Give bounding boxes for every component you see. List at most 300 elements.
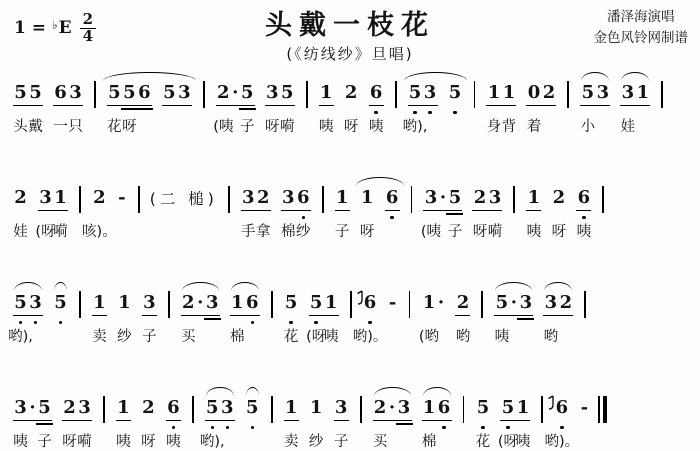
lyric: 咦 [116, 434, 131, 450]
note-number: 5 [309, 292, 323, 313]
note-number: 1 [516, 397, 530, 418]
note-group [35, 187, 68, 240]
note-group [199, 397, 235, 450]
note [595, 83, 610, 105]
note [423, 83, 438, 105]
barline [463, 396, 465, 423]
lyric: 娃 [13, 224, 28, 240]
barline [306, 81, 308, 108]
note-number: 1 [284, 397, 298, 418]
note [181, 292, 196, 345]
note [220, 398, 235, 420]
low-octave-dot-icon [413, 111, 416, 114]
low-octave-dot-icon [59, 321, 62, 324]
note-group [181, 292, 220, 345]
note-group [245, 398, 260, 420]
barline [661, 81, 663, 108]
note-group [421, 397, 452, 450]
note-number: 5 [448, 82, 462, 103]
lyric: 花 [475, 434, 491, 450]
note-group [308, 397, 324, 450]
lyric: 子 [37, 434, 52, 450]
duration-dash: - [580, 397, 589, 418]
lyric: 呀 [551, 224, 567, 240]
lyric: 小 [580, 119, 596, 135]
performer-credit: 潘泽海演唱 [607, 9, 675, 25]
note-group [53, 293, 68, 315]
barline [138, 186, 140, 213]
score-line [8, 276, 696, 381]
note-group [551, 187, 567, 240]
note-group [283, 397, 299, 450]
low-octave-dot-icon [582, 216, 585, 219]
note [280, 187, 296, 240]
note-number: 5 [54, 292, 67, 313]
note-number: 1 [422, 397, 436, 418]
note [343, 82, 359, 135]
note [205, 293, 220, 315]
note-number: 5 [476, 397, 490, 418]
note-number: 6 [385, 187, 399, 208]
slur-arc-icon [182, 282, 219, 291]
note [245, 293, 260, 315]
note-number: 5 [14, 82, 27, 103]
note [388, 398, 397, 420]
lyric: 嗬 [53, 224, 68, 240]
lyric: 身 [486, 119, 502, 135]
note-group [448, 83, 463, 105]
slur-arc-icon [621, 72, 649, 81]
lyric: 咳)。 [82, 224, 117, 240]
low-octave-dot-icon [226, 426, 229, 429]
note [635, 83, 650, 105]
note [475, 397, 491, 450]
barline [411, 186, 413, 213]
note [447, 187, 463, 240]
low-octave-dot-icon [560, 426, 563, 429]
note-group [334, 187, 350, 240]
note-number: 5 [408, 82, 422, 103]
low-octave-dot-icon [481, 426, 484, 429]
note [497, 397, 519, 450]
lyric: 哟 [455, 329, 471, 345]
lyric: 咦 [13, 434, 28, 450]
low-octave-dot-icon [19, 321, 22, 324]
flat-sign: ♭ [52, 18, 58, 33]
note-number: 6 [296, 187, 310, 208]
note-number: 3 [281, 187, 295, 208]
note-number: 3 [143, 292, 156, 313]
note-group [368, 82, 384, 135]
barline [203, 81, 205, 108]
note [359, 187, 375, 240]
note-group [420, 187, 463, 240]
low-octave-dot-icon [453, 111, 456, 114]
note-group [385, 188, 400, 210]
lyric: 棉 [230, 329, 245, 345]
key-signature [14, 12, 96, 45]
barline [94, 81, 96, 108]
lyric: 纱 [295, 224, 311, 240]
lyric: 背 [501, 119, 517, 135]
note-number: 3 [488, 187, 502, 208]
transcriber-credit: 金色风铃网制谱 [593, 29, 688, 46]
barline [271, 291, 273, 318]
note-group [318, 82, 334, 135]
note [487, 187, 503, 240]
note [306, 292, 327, 345]
note [455, 292, 471, 345]
note-group [343, 82, 359, 135]
note-group [580, 82, 610, 135]
note-number: 1 [636, 82, 650, 103]
note [494, 292, 510, 345]
note-number: 1 [93, 292, 106, 313]
note [418, 292, 440, 345]
low-octave-dot-icon [374, 111, 377, 114]
barline [79, 186, 81, 213]
key-letter: E [58, 18, 72, 39]
note-number: 5 [108, 82, 121, 103]
note [334, 187, 350, 240]
low-octave-dot-icon [368, 321, 371, 324]
lyric: 花 [283, 329, 299, 345]
note-number: 5 [495, 292, 509, 313]
note-group [8, 292, 43, 345]
note [13, 187, 28, 240]
barline [350, 291, 352, 318]
note-number: 1 [422, 292, 436, 313]
lyric: 卖 [92, 329, 107, 345]
slur-arc-icon [356, 177, 404, 186]
note-group [142, 292, 157, 345]
lyric: 呀 [62, 434, 77, 450]
note-number: 1 [527, 187, 541, 208]
lyric: (哟 [418, 329, 440, 345]
note [437, 398, 452, 420]
note-number: 3 [397, 397, 411, 418]
note [240, 187, 256, 240]
note-number: 6 [167, 397, 180, 418]
note-group [455, 292, 471, 345]
note-group [543, 292, 573, 345]
note-number: 2 [344, 82, 358, 103]
barline [79, 291, 81, 318]
low-octave-dot-icon [390, 216, 393, 219]
note [53, 82, 68, 135]
note [82, 187, 117, 240]
lyric: 戴 [28, 119, 43, 135]
note [122, 82, 137, 135]
note-group [333, 397, 349, 450]
lyric: 哟)。 [544, 434, 580, 450]
note-number: 3 [29, 292, 42, 313]
note-number: 1 [335, 187, 349, 208]
lyric: 卖 [283, 434, 299, 450]
barline [192, 396, 194, 423]
note-group [497, 397, 531, 450]
note-number: 1 [54, 187, 67, 208]
note [526, 187, 542, 240]
note-number: 6 [555, 397, 569, 418]
lyric: 一 [53, 119, 68, 135]
slur-arc-icon [495, 282, 532, 291]
note-number: 3 [241, 187, 255, 208]
lyric: 哟), [402, 119, 428, 135]
note-number: · [510, 292, 517, 313]
note [28, 82, 43, 135]
barline [322, 186, 324, 213]
note-number: 2 [217, 82, 230, 103]
note [438, 188, 447, 210]
barline [271, 396, 273, 423]
note [318, 82, 334, 135]
note [580, 82, 596, 135]
note-group [13, 187, 28, 240]
note [509, 293, 518, 315]
note-number: 3 [519, 292, 533, 313]
lyric: 子 [447, 224, 463, 240]
barline [602, 186, 604, 213]
note-group [13, 397, 52, 450]
note-number: 2 [63, 397, 76, 418]
note [53, 293, 68, 315]
note-number: 5 [38, 397, 51, 418]
note [37, 397, 52, 450]
note-number: 3 [424, 187, 438, 208]
note-number: 1 [118, 292, 131, 313]
low-octave-dot-icon [172, 426, 175, 429]
note-number: 6 [363, 292, 377, 313]
note-group [92, 292, 107, 345]
barline [395, 81, 397, 108]
note-number: 6 [577, 187, 591, 208]
slur-span [402, 82, 468, 135]
note [62, 397, 77, 450]
slur-arc-icon [404, 72, 467, 81]
note [196, 293, 205, 315]
low-octave-dot-icon [314, 321, 317, 324]
low-octave-dot-icon [289, 321, 292, 324]
interlude-text: (二 槌) [149, 190, 218, 208]
slur-arc-icon [14, 282, 42, 291]
note-number: · [197, 292, 204, 313]
lyric: 哟)。 [352, 329, 388, 345]
slur-arc-icon [231, 282, 259, 291]
note-group [107, 82, 152, 135]
note [397, 398, 412, 420]
lyric: (咦 [213, 119, 234, 135]
note [486, 82, 502, 135]
score-line [8, 381, 696, 450]
lyric: (呀 [35, 224, 56, 240]
lyric: 咦 [323, 329, 339, 345]
barline [168, 291, 170, 318]
lyric: 呀 [359, 224, 375, 240]
lyric: 呀 [472, 224, 488, 240]
note-number: 5 [163, 82, 176, 103]
note-number: 0 [527, 82, 541, 103]
note [166, 397, 181, 450]
note-group [283, 292, 299, 345]
lyric: 哟 [543, 329, 559, 345]
barline [513, 186, 515, 213]
note [421, 397, 437, 450]
note-number: 5 [29, 82, 42, 103]
note-number: 3 [14, 397, 27, 418]
note-number: 3 [221, 397, 234, 418]
lyric: 娃 [620, 119, 636, 135]
note [402, 82, 428, 135]
note [28, 293, 43, 315]
slur-span [355, 187, 405, 240]
note-group [166, 397, 181, 450]
note-number: 1 [487, 82, 501, 103]
slur-arc-icon [374, 387, 411, 396]
note-group [116, 397, 131, 450]
lyric: 子 [240, 119, 255, 135]
note [28, 398, 37, 420]
note [77, 397, 92, 450]
note-number: 6 [369, 82, 383, 103]
note-group [230, 292, 260, 345]
lyric: 着 [526, 119, 542, 135]
note-group [240, 187, 271, 240]
slur-arc-icon [544, 282, 572, 291]
note-number: 5 [14, 292, 27, 313]
slur-arc-icon [246, 387, 259, 396]
note-number: 5 [448, 187, 462, 208]
low-octave-dot-icon [428, 111, 431, 114]
note [137, 83, 152, 105]
note-number: 1 [319, 82, 333, 103]
low-octave-dot-icon [34, 321, 37, 324]
lyric: 咦 [494, 329, 510, 345]
note [544, 397, 580, 450]
note-number: · [439, 187, 447, 208]
note [472, 187, 488, 240]
note-number: 3 [596, 82, 610, 103]
slur-arc-icon [54, 282, 67, 291]
duration-dash: - [118, 187, 126, 208]
note-number: 3 [544, 292, 558, 313]
song-subtitle: (《纺线纱》旦唱) [286, 45, 414, 63]
note [283, 292, 299, 345]
note [35, 187, 56, 240]
note-number: 6 [138, 82, 151, 103]
note-number: 6 [54, 82, 67, 103]
lyric: 呀 [141, 434, 156, 450]
note [68, 82, 83, 135]
note-number: 5 [241, 82, 254, 103]
note-group [486, 82, 517, 135]
note [420, 187, 442, 240]
time-signature [80, 12, 96, 45]
lyric: 咦 [515, 434, 531, 450]
lyric: 棉 [280, 224, 296, 240]
note-number: 2 [552, 187, 566, 208]
note-number: 2 [559, 292, 573, 313]
note-group [53, 82, 83, 135]
note-number: 5 [581, 82, 595, 103]
note-group [82, 187, 117, 240]
note-number: 5 [281, 82, 294, 103]
note-group [352, 292, 388, 345]
time-signature-numerator: 2 [80, 12, 96, 29]
note-number: 1 [502, 82, 516, 103]
note [107, 82, 122, 135]
note [526, 82, 542, 135]
note-group [213, 82, 255, 135]
note [199, 397, 225, 450]
note-number: 5 [501, 397, 515, 418]
score [0, 64, 700, 450]
note-number: 3 [423, 82, 437, 103]
duration-dash: - [388, 292, 397, 313]
header [0, 0, 700, 64]
note [333, 397, 349, 450]
low-octave-dot-icon [211, 426, 214, 429]
note-number: 3 [39, 187, 52, 208]
lyric: 哟), [8, 329, 33, 345]
credits [594, 7, 689, 49]
note [576, 187, 592, 240]
note-group [418, 292, 445, 345]
note [117, 292, 132, 345]
note-group [576, 187, 592, 240]
note [518, 293, 533, 315]
note [162, 83, 177, 105]
note-group [162, 83, 192, 105]
note-number: 2 [93, 187, 106, 208]
song-title: 头戴一枝花 [265, 10, 435, 41]
lyric: 嗬 [77, 434, 92, 450]
note-group [402, 82, 438, 135]
note-number: 3 [266, 82, 279, 103]
note-number: 2 [473, 187, 487, 208]
low-octave-dot-icon [506, 426, 509, 429]
lyric: 纱 [308, 434, 324, 450]
note [551, 187, 567, 240]
low-octave-dot-icon [302, 216, 305, 219]
final-barline [598, 396, 607, 423]
note [385, 188, 400, 210]
slur-span [102, 82, 197, 135]
note [245, 398, 260, 420]
note [323, 292, 339, 345]
note [541, 83, 556, 105]
slur-arc-icon [206, 387, 234, 396]
note-number: 2 [456, 292, 470, 313]
note-number: 5 [246, 397, 259, 418]
note-number: 2 [14, 187, 27, 208]
barline [481, 291, 483, 318]
low-octave-dot-icon [442, 426, 445, 429]
score-line [8, 171, 696, 276]
final-barline-thick [603, 396, 608, 423]
lyric: 呀 [265, 119, 280, 135]
note-group [280, 187, 311, 240]
note [372, 397, 388, 450]
lyric: 咦 [318, 119, 334, 135]
note [13, 397, 28, 450]
note-group [494, 292, 533, 345]
barline [584, 291, 586, 318]
lyric: 纱 [117, 329, 132, 345]
low-octave-dot-icon [251, 321, 254, 324]
slur-arc-icon [423, 387, 451, 396]
note-group [13, 82, 43, 135]
